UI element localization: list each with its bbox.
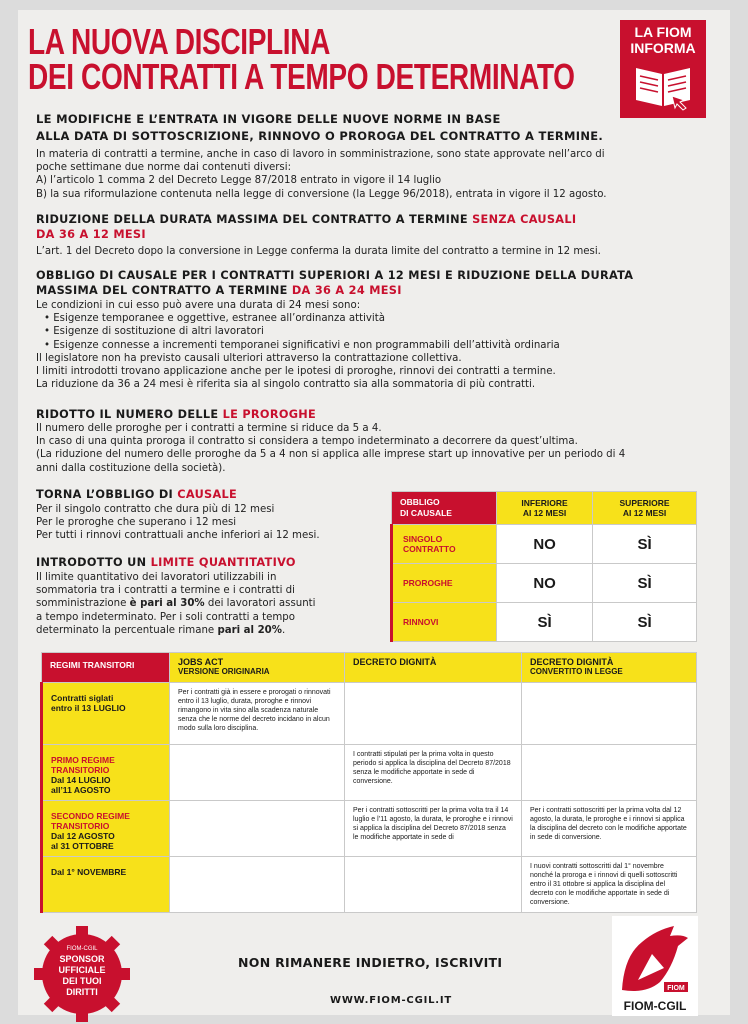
- r3-line-2: TRANSITORIO: [51, 821, 110, 831]
- s1-heading-red: SENZA CAUSALI: [472, 213, 577, 226]
- open-book-icon: [632, 60, 694, 114]
- row-label-13-luglio: [42, 683, 170, 745]
- s3-text-2: In caso di una quinta proroga il contratto si considera a tempo indeterminato a decorrere da quest’ultima.: [36, 436, 578, 448]
- s4-text-1: Per il singolo contratto che dura più di 12 mesi: [36, 504, 275, 515]
- sponsor-gear-icon: [30, 922, 140, 1022]
- r2-line-1: PRIMO REGIME: [51, 755, 115, 765]
- intro-line-1: In materia di contratti a termine, anche in caso di lavoro in somministrazione, sono state approvate nell’arco di: [36, 149, 605, 160]
- h3-title: DECRETO DIGNITÀ: [530, 657, 614, 667]
- cell-r1-decreto: [345, 683, 522, 745]
- col1-line-2: AI 12 MESI: [522, 508, 567, 518]
- section-1-text: L’art. 1 del Decreto dopo la conversione in Legge conferma la durata limite del contratto a termine in 12 mesi.: [36, 246, 601, 257]
- website-link[interactable]: WWW.FIOM-CGIL.IT: [330, 995, 453, 1006]
- row-label-primo-regime: [42, 745, 170, 801]
- cell-proroghe-inferiore: NO: [497, 564, 593, 603]
- s5-text-3-end: dei lavoratori assunti: [204, 598, 316, 610]
- corner-line-2: DI CAUSALE: [400, 508, 452, 518]
- s5-heading-red: LIMITE QUANTITATIVO: [150, 556, 296, 569]
- cell-r4-convertito: I nuovi contratti sottoscritti dal 1° novembre nonché la proroga e i rinnovi di quelli sottoscritti entro il 31 ottobre si applica la disciplina del decreto con le modifiche apportate in sede di conversione.: [522, 857, 697, 913]
- s3-heading-text: RIDOTTO IL NUMERO DELLE: [36, 408, 223, 421]
- subtitle-line-2: ALLA DATA DI SOTTOSCRIZIONE, RINNOVO O PROROGA DEL CONTRATTO A TERMINE.: [36, 129, 604, 143]
- s5-heading-text: INTRODOTTO UN: [36, 556, 151, 569]
- s5-text-4: a tempo indeterminato. Per i soli contratti a tempo: [36, 611, 295, 623]
- badge-line-1: LA FIOM: [634, 24, 692, 40]
- s3-text-3: (La riduzione del numero delle proroghe da 5 a 4 non si applica alle imprese start up innovative per un periodo di 4: [36, 449, 626, 461]
- cell-r3-decreto: Per i contratti sottoscritti per la prima volta tra il 14 luglio e l’11 agosto, la durata, le proroghe e i rinnovi si applica la disciplina del Decreto 87/2018 senza le modifiche apportate in sede di: [345, 801, 522, 857]
- s5-text-3: somministrazione: [36, 598, 130, 610]
- row-label-rinnovi: RINNOVI: [392, 603, 497, 642]
- col-header-superiore: [593, 492, 697, 525]
- s2-bullet-3: • Esigenze connesse a incrementi temporanei significativi e non programmabili dell’attività ordinaria: [44, 339, 560, 352]
- s5-text-3-bold: è pari al 30%: [129, 598, 205, 610]
- intro-item-a: A) l’articolo 1 comma 2 del Decreto Legge 87/2018 entrato in vigore il 14 luglio: [36, 175, 442, 187]
- r1-line-2: entro il 13 LUGLIO: [51, 703, 126, 713]
- fiom-informa-badge: [620, 20, 706, 118]
- r3-line-4: al 31 OTTOBRE: [51, 841, 114, 851]
- s5-text-5: determinato la percentuale rimane: [36, 624, 218, 636]
- s2-text-1: Le condizioni in cui esso può avere una durata di 24 mesi sono:: [36, 300, 361, 311]
- subtitle: [36, 111, 636, 145]
- h1-title: JOBS ACT: [178, 657, 224, 667]
- row-label-secondo-regime: [42, 801, 170, 857]
- causale-table: [390, 491, 697, 642]
- s2-bullet-1: • Esigenze temporanee e oggettive, estranee all’ordinanza attività: [44, 312, 560, 325]
- fiom-logo-icon: [612, 916, 698, 1016]
- causale-table-corner: [392, 492, 497, 525]
- section-2-heading: [36, 268, 633, 298]
- cell-proroghe-superiore: SÌ: [593, 564, 697, 603]
- s1-heading-text: RIDUZIONE DELLA DURATA MASSIMA DEL CONTRATTO A TERMINE: [36, 213, 473, 226]
- s4-heading-red: CAUSALE: [177, 488, 238, 501]
- col1-line-1: INFERIORE: [521, 498, 568, 508]
- header-jobs-act: [170, 653, 345, 683]
- s3-text-1: Il numero delle proroghe per i contratti a termine si riduce da 5 a 4.: [36, 423, 382, 434]
- fiom-cgil-logo: [612, 916, 698, 1016]
- cell-rinnovi-superiore: SÌ: [593, 603, 697, 642]
- subtitle-line-1: LE MODIFICHE E L’ENTRATA IN VIGORE DELLE NUOVE NORME IN BASE: [36, 112, 501, 126]
- col2-line-1: SUPERIORE: [619, 498, 670, 508]
- cell-r2-decreto: I contratti stipulati per la prima volta in questo periodo si applica la disciplina del Decreto 87/2018 senza le modifiche apportate in sede di conversione.: [345, 745, 522, 801]
- title-line-2: DEI CONTRATTI A TEMPO DETERMINATO: [28, 56, 575, 97]
- gear-text-1: FIOM-CGIL: [66, 946, 98, 952]
- logo-small-text: FIOM: [667, 985, 685, 992]
- cell-r2-jobs-act: [170, 745, 345, 801]
- s2-bullet-2: • Esigenze di sostituzione di altri lavoratori: [44, 325, 560, 338]
- s5-text-2: sommatoria tra i contratti a termine e i contratti di: [36, 585, 295, 597]
- corner-line-1: OBBLIGO: [400, 497, 440, 507]
- section-3-text: [36, 422, 625, 475]
- gear-text-5: DIRITTI: [66, 987, 98, 997]
- gear-text-3: UFFICIALE: [58, 965, 106, 975]
- r2-line-3: Dal 14 LUGLIO: [51, 775, 111, 785]
- s4-heading-text: TORNA L’OBBLIGO DI: [36, 488, 178, 501]
- logo-text: FIOM-CGIL: [623, 999, 687, 1013]
- section-5-text: [36, 571, 316, 637]
- s5-text-5-bold: pari al 20%: [217, 624, 282, 636]
- title-line-1: LA NUOVA DISCIPLINA: [28, 21, 330, 62]
- cell-r1-convertito: [522, 683, 697, 745]
- section-1-heading: [36, 212, 576, 242]
- col2-line-2: AI 12 MESI: [622, 508, 667, 518]
- s2-text-4: La riduzione da 36 a 24 mesi è riferita sia al singolo contratto sia alla sommatoria di più contratti.: [36, 379, 536, 391]
- s2-text-2: Il legislatore non ha previsto causali ulteriori attraverso la contrattazione collettiva.: [36, 352, 462, 364]
- intro-item-b: B) la sua riformulazione contenuta nella legge di conversione (la Legge 96/2018), entrata in vigore il 12 agosto.: [36, 188, 607, 200]
- section-2-text: [36, 299, 560, 391]
- row0-line-2: CONTRATTO: [403, 544, 456, 554]
- row-label-1-novembre: Dal 1° NOVEMBRE: [42, 857, 170, 913]
- section-3-heading: [36, 407, 316, 422]
- r3-line-3: Dal 12 AGOSTO: [51, 831, 115, 841]
- intro-text: [36, 148, 607, 201]
- s5-text-5-end: .: [281, 624, 286, 636]
- cell-r3-jobs-act: [170, 801, 345, 857]
- s2-text-3: I limiti introdotti trovano applicazione anche per le ipotesi di proroghe, rinnovi dei contratti a termine.: [36, 366, 556, 378]
- section-4-text: [36, 503, 320, 543]
- h3-subtitle: CONVERTITO IN LEGGE: [530, 667, 623, 676]
- regimi-corner: REGIMI TRANSITORI: [42, 653, 170, 683]
- row-label-proroghe: PROROGHE: [392, 564, 497, 603]
- header-decreto-dignita: DECRETO DIGNITÀ: [345, 653, 522, 683]
- row0-line-1: SINGOLO: [403, 534, 443, 544]
- cell-r1-jobs-act: Per i contratti già in essere e prorogati o rinnovati entro il 13 luglio, durata, proroghe e rinnovi rimangono in vita sino alla scadenza naturale senza che le norme del decreto incidano in alcun modo sulla loro disciplina.: [170, 683, 345, 745]
- r3-line-1: SECONDO REGIME: [51, 811, 130, 821]
- intro-line-2: poche settimane due norme dai contenuti diversi:: [36, 162, 292, 174]
- cell-singolo-superiore: SÌ: [593, 525, 697, 564]
- section-5-heading: [36, 555, 296, 570]
- s5-text-1: Il limite quantitativo dei lavoratori utilizzabili in: [36, 572, 277, 583]
- cell-r2-convertito: [522, 745, 697, 801]
- regimi-transitori-table: [40, 652, 697, 913]
- section-4-heading: [36, 487, 237, 502]
- h1-subtitle: VERSIONE ORIGINARIA: [178, 667, 270, 676]
- s1-heading-red-2: DA 36 A 12 MESI: [36, 228, 146, 241]
- r2-line-4: all’11 AGOSTO: [51, 785, 111, 795]
- cell-singolo-inferiore: NO: [497, 525, 593, 564]
- gear-text-2: SPONSOR: [59, 954, 105, 964]
- r1-line-1: Contratti siglati: [51, 693, 114, 703]
- cell-r4-jobs-act: [170, 857, 345, 913]
- r2-line-2: TRANSITORIO: [51, 765, 110, 775]
- row-label-singolo: [392, 525, 497, 564]
- col-header-inferiore: [497, 492, 593, 525]
- s2-heading-line-1: OBBLIGO DI CAUSALE PER I CONTRATTI SUPERIORI A 12 MESI E RIDUZIONE DELLA DURATA: [36, 269, 634, 282]
- cell-rinnovi-inferiore: SÌ: [497, 603, 593, 642]
- s2-heading-red: DA 36 A 24 MESI: [291, 284, 402, 297]
- s3-heading-red: LE PROROGHE: [222, 408, 317, 421]
- cell-r3-convertito: Per i contratti sottoscritti per la prima volta dal 12 agosto, la durata, le proroghe e i rinnovi si applica la disciplina del decreto con le modifiche apportate in sede di conversione.: [522, 801, 697, 857]
- s2-heading-line-2: MASSIMA DEL CONTRATTO A TERMINE: [36, 284, 292, 297]
- footer-slogan: NON RIMANERE INDIETRO, ISCRIVITI: [238, 955, 503, 970]
- gear-text-4: DEI TUOI: [62, 976, 102, 986]
- main-title: [28, 21, 575, 97]
- header-decreto-convertito: [522, 653, 697, 683]
- badge-line-2: INFORMA: [630, 40, 696, 56]
- cell-r4-decreto: [345, 857, 522, 913]
- s4-text-3: Per tutti i rinnovi contrattuali anche inferiori ai 12 mesi.: [36, 530, 320, 542]
- s3-text-4: anni dalla costituzione della società).: [36, 462, 226, 474]
- s4-text-2: Per le proroghe che superano i 12 mesi: [36, 517, 237, 529]
